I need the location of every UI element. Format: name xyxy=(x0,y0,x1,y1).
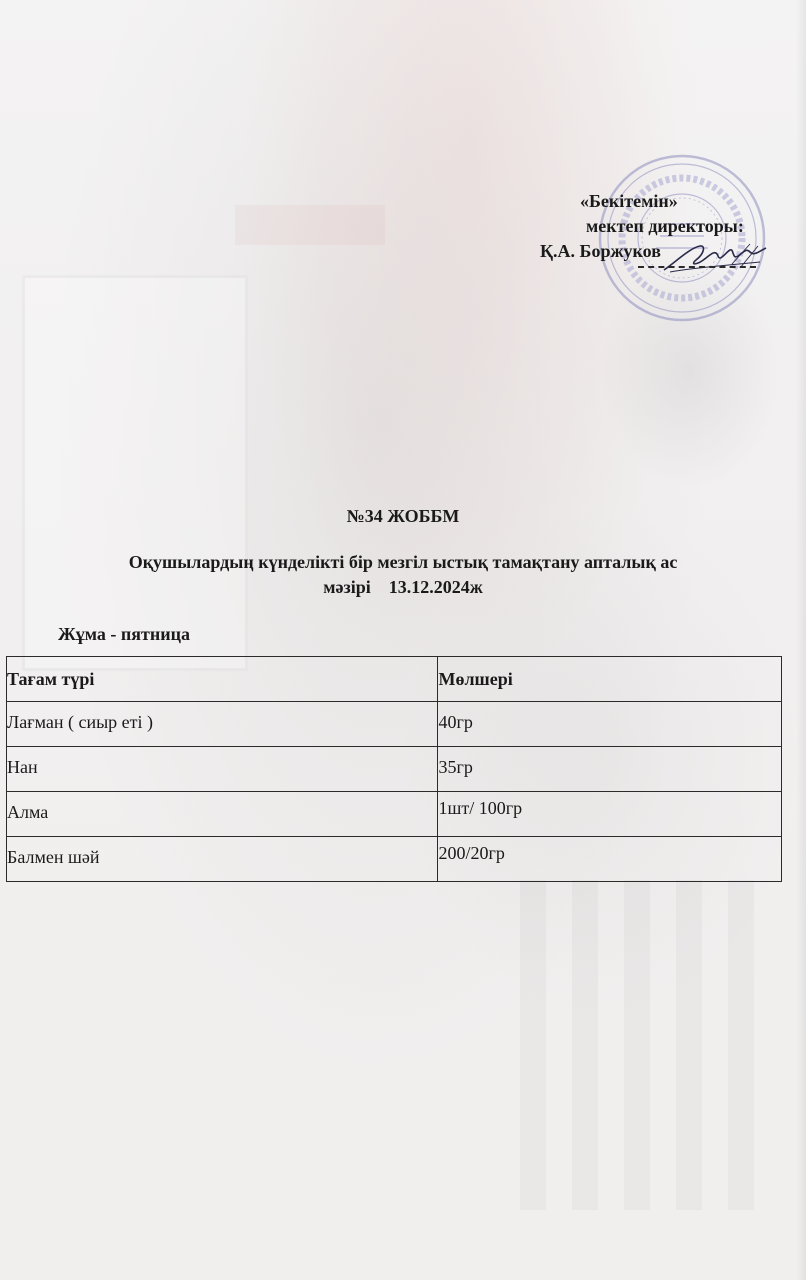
background-red-text-ghost xyxy=(235,205,385,245)
background-window-ghost xyxy=(22,275,248,671)
dish-amount: 40гр xyxy=(438,712,473,732)
signature-line xyxy=(638,266,756,268)
approval-block xyxy=(520,180,780,290)
background-grille-ghost xyxy=(520,880,770,1210)
dish-cell xyxy=(7,747,438,792)
dish-cell xyxy=(7,792,438,837)
subtitle-menu-word: мәзірі xyxy=(323,577,371,597)
school-title: №34 ЖОББМ xyxy=(346,506,460,526)
subtitle-line-2 xyxy=(60,575,746,600)
approval-heading: «Бекітемін» xyxy=(580,191,678,211)
menu-table xyxy=(6,656,782,882)
amount-cell xyxy=(438,792,782,837)
dish-name: Балмен шәй xyxy=(7,847,100,867)
table-row xyxy=(7,747,782,792)
subtitle-line-1: Оқушылардың күнделікті бір мезгіл ыстық тамақтану апталық ас xyxy=(128,552,678,572)
dish-amount: 35гр xyxy=(438,757,473,777)
dish-name: Алма xyxy=(7,802,49,822)
menu-date: 13.12.2024ж xyxy=(388,577,483,597)
paper-edge-shadow xyxy=(796,0,806,1280)
table-row xyxy=(7,792,782,837)
dish-cell xyxy=(7,702,438,747)
header-amount: Мөлшері xyxy=(438,657,782,702)
amount-cell xyxy=(438,747,782,792)
weekday-label: Жұма - пятница xyxy=(58,624,190,644)
dish-name: Лағман ( сиыр еті ) xyxy=(7,712,154,732)
table-row xyxy=(7,702,782,747)
dish-amount: 200/20гр xyxy=(438,843,505,863)
header-dish-type: Тағам түрі xyxy=(7,657,438,702)
dish-name: Нан xyxy=(7,757,38,777)
amount-cell xyxy=(438,837,782,882)
approval-position: мектеп директоры: xyxy=(586,216,744,236)
amount-cell xyxy=(438,702,782,747)
menu-subtitle xyxy=(60,550,746,600)
approval-director-name: Қ.А. Боржуков xyxy=(540,241,661,261)
table-row xyxy=(7,837,782,882)
table-header-row xyxy=(7,657,782,702)
dish-amount: 1шт/ 100гр xyxy=(438,798,523,818)
dish-cell xyxy=(7,837,438,882)
